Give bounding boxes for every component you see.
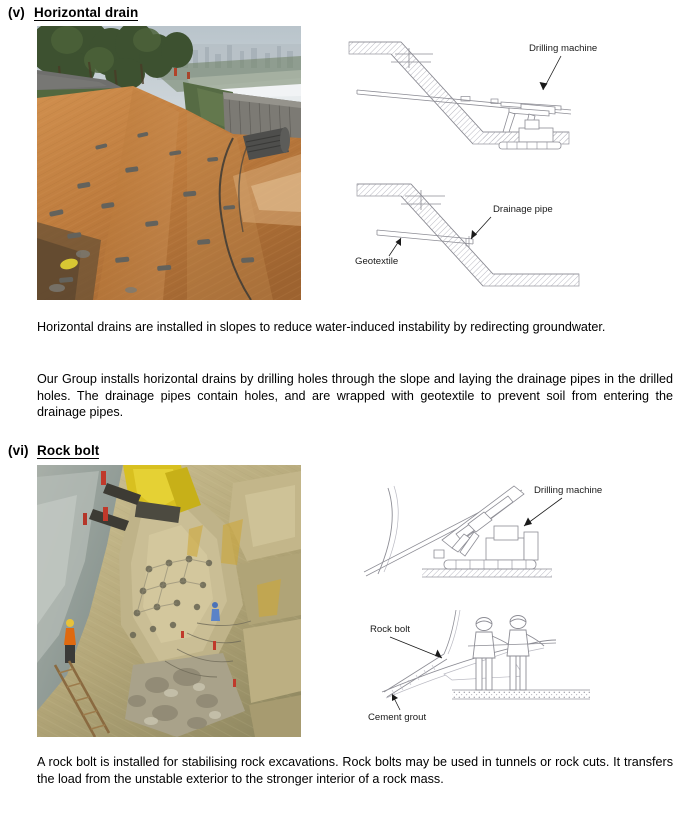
diagram-label-rock-bolt: Rock bolt [370,624,410,635]
diagram-horizontal-drain-detail [333,170,673,305]
section-numeral: (v) [8,5,25,20]
diagram-label-geotextile: Geotextile [355,256,399,267]
section-heading-rock-bolt [8,443,99,459]
photo-horizontal-drain-slope-artwork [37,26,301,300]
diagram-horizontal-drain-drilling [333,28,673,173]
diagram-horizontal-drain-drilling-artwork [333,28,673,173]
section-numeral: (vi) [8,443,29,458]
section-title: Rock bolt [37,443,100,458]
diagram-label-drilling-machine: Drilling machine [529,43,598,54]
section-title: Horizontal drain [34,5,139,20]
photo-horizontal-drain-slope [37,26,301,300]
diagram-rock-bolt-drilling [348,468,673,596]
diagram-horizontal-drain-detail-artwork [333,170,673,305]
diagram-rock-bolt-drilling-artwork [348,468,673,596]
diagram-rock-bolt-detail-artwork [348,596,673,730]
photo-rock-bolt-excavation-artwork [37,465,301,737]
section-heading-horizontal-drain [8,5,138,21]
paragraph-horizontal-drain-1: Horizontal drains are installed in slopes to reduce water-induced instability by redirecting groundwater. [37,320,606,334]
paragraph-rock-bolt-1: A rock bolt is installed for stabilising rock excavations. Rock bolts may be used in tunnels or rock cuts. It transfers the load from the unstable exterior to the stronger interior of a rock mass. [37,755,673,786]
diagram-label-drilling-machine-2: Drilling machine [534,485,603,496]
photo-rock-bolt-excavation [37,465,301,737]
diagram-rock-bolt-detail [348,596,673,730]
diagram-label-drainage-pipe: Drainage pipe [493,204,553,215]
paragraph-horizontal-drain-2: Our Group installs horizontal drains by drilling holes through the slope and laying the drainage pipes in the drilled holes. The drainage pipes contain holes, and are wrapped with geotextile to prevent soil from entering the drainage pipes. [37,372,673,419]
diagram-label-cement-grout: Cement grout [368,712,427,723]
